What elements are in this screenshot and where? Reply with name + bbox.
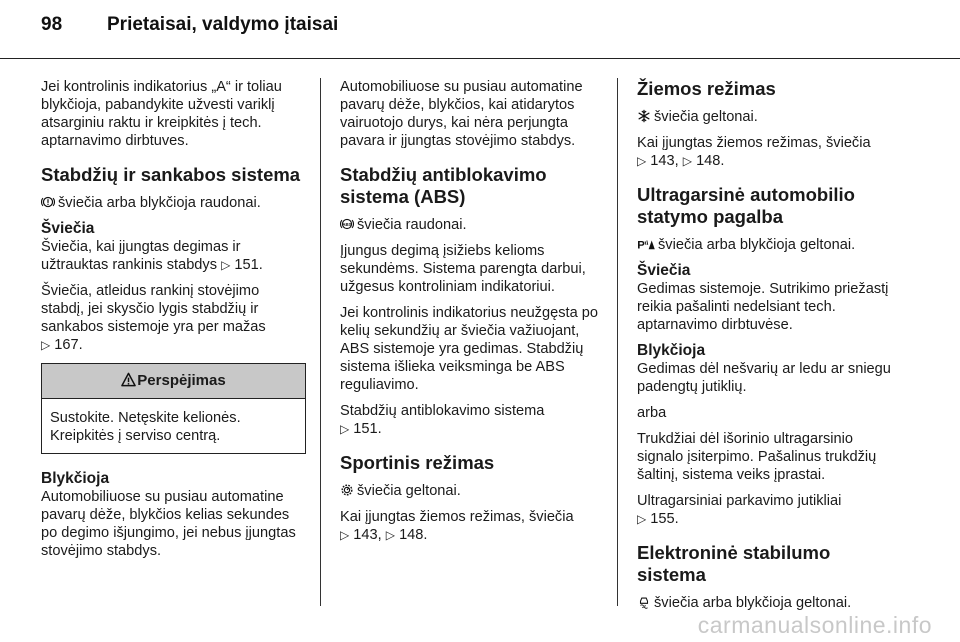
page-reference: 143, [353, 527, 382, 543]
paragraph: Kai įjungtas žiemos režimas, šviečia ▷ 143, ▷ 148. [637, 135, 871, 169]
page-header [41, 14, 338, 36]
header-rule [0, 58, 960, 59]
watermark: carmanualsonline.info [697, 612, 932, 638]
warning-title: Perspėjimas [137, 372, 226, 389]
column-3 [637, 78, 902, 620]
page-reference: 148. [696, 153, 725, 169]
sport-status-text: šviečia geltonai. [357, 483, 461, 499]
subheading-sviecia: Šviečia [637, 262, 691, 279]
cross-reference-arrow-icon: ▷ [682, 154, 692, 168]
paragraph [637, 594, 902, 612]
page-number: 98 [41, 14, 63, 35]
paragraph: Automobiliuose su pusiau automatine pavarų dėže, blykčios, kai atidarytos vairuotojo durys, kai nėra perjungta pavara ir įjungtas stovėjimo stabdys. [340, 79, 583, 149]
paragraph: Stabdžių antiblokavimo sistema ▷ 151. [340, 403, 545, 437]
column-2 [340, 78, 605, 552]
paragraph: arba [637, 405, 667, 421]
subheading-blykcioja: Blykčioja [41, 470, 110, 487]
column-divider [320, 78, 321, 606]
paragraph [41, 194, 306, 212]
parking-assist-icon [637, 237, 655, 251]
paragraph [637, 108, 902, 126]
svg-text:P: P [637, 239, 645, 251]
paragraph: Šviečia, kai įjungtas degimas ir užtrauktas rankinis stabdys ▷ 151. [41, 239, 263, 273]
paragraph: Gedimas dėl nešvarių ar ledu ar sniegu padengtų jutiklių. [637, 361, 891, 395]
warning-header [42, 364, 305, 399]
svg-text:ABS: ABS [342, 221, 352, 227]
paragraph: Jei kontrolinis indikatorius „A“ ir toliau blykčioja, pabandykite užvesti variklį atsarginiu raktu ir kreipkitės į tech. aptarnavimo dirbtuves. [41, 79, 282, 149]
cross-reference-arrow-icon: ▷ [637, 512, 647, 526]
abs-icon [340, 217, 354, 231]
paragraph: Gedimas sistemoje. Sutrikimo priežastį reikia pašalinti nedelsiant tech. aptarnavimo dirbtuvėse. [637, 281, 889, 333]
cross-reference-arrow-icon: ▷ [221, 258, 231, 272]
cross-reference-arrow-icon: ▷ [385, 528, 395, 542]
section-heading-brake: Stabdžių ir sankabos sistema [41, 164, 301, 185]
column-1 [41, 78, 306, 568]
parking-status-text: šviečia arba blykčioja geltonai. [658, 237, 856, 253]
warning-triangle-icon [121, 372, 136, 387]
page-reference: 151. [234, 257, 263, 273]
page-reference: 167. [54, 337, 83, 353]
warning-text: Sustokite. Netęskite kelionės. Kreipkitės į serviso centrą. [50, 410, 241, 444]
brake-warning-icon [41, 195, 55, 209]
cross-reference-arrow-icon: ▷ [340, 528, 350, 542]
paragraph [340, 216, 605, 234]
winter-status-text: šviečia geltonai. [654, 109, 758, 125]
paragraph: Jei kontrolinis indikatorius neužgęsta po kelių sekundžių ar šviečia važiuojant, ABS sistemoje yra gedimas. Stabdžių sistema išlieka veiksminga be ABS reguliavimo. [340, 305, 598, 393]
paragraph: Trukdžiai dėl išorinio ultragarsinio signalo įsiterpimo. Pašalinus trukdžių šaltinį, sistema veiks įprastai. [637, 431, 877, 483]
page-reference: 148. [399, 527, 428, 543]
section-heading-winter: Žiemos režimas [637, 78, 776, 99]
brake-status-text: šviečia arba blykčioja raudonai. [58, 195, 261, 211]
paragraph: Įjungus degimą įsižiebs kelioms sekundėms. Sistema parengta darbui, užgesus kontroliniam indikatoriui. [340, 243, 586, 295]
subheading-blykcioja: Blykčioja [637, 342, 706, 359]
paragraph [637, 236, 902, 254]
paragraph [340, 482, 605, 500]
subheading-sviecia: Šviečia [41, 220, 95, 237]
paragraph: Automobiliuose su pusiau automatine pavarų dėže, blykčios kelias sekundes po degimo išjungimo, jei nebus įjungtas stovėjimo stabdys. [41, 489, 296, 559]
warning-box [41, 363, 306, 454]
section-heading-parking: Ultragarsinė automobilio statymo pagalba [637, 184, 855, 227]
column-divider [617, 78, 618, 606]
paragraph: Šviečia, atleidus rankinį stovėjimo stabdį, jei skysčio lygis stabdžių ir sankabos sistemoje yra per mažas ▷ 167. [41, 283, 266, 353]
page-reference: 155. [650, 511, 679, 527]
section-heading-abs: Stabdžių antiblokavimo sistema (ABS) [340, 164, 547, 207]
esp-car-skid-icon [637, 595, 651, 609]
sport-mode-icon [340, 483, 354, 497]
snowflake-icon [637, 109, 651, 123]
section-heading-esp: Elektroninė stabilumo sistema [637, 542, 831, 585]
esp-status-text: šviečia arba blykčioja geltonai. [654, 595, 852, 611]
paragraph: Kai įjungtas žiemos režimas, šviečia ▷ 143, ▷ 148. [340, 509, 574, 543]
paragraph: Ultragarsiniai parkavimo jutikliai ▷ 155. [637, 493, 842, 527]
section-heading-sport: Sportinis režimas [340, 452, 495, 473]
page-reference: 143, [650, 153, 679, 169]
cross-reference-arrow-icon: ▷ [41, 338, 51, 352]
cross-reference-arrow-icon: ▷ [637, 154, 647, 168]
abs-status-text: šviečia raudonai. [357, 217, 467, 233]
page-reference: 151. [353, 421, 382, 437]
cross-reference-arrow-icon: ▷ [340, 422, 350, 436]
page-title: Prietaisai, valdymo įtaisai [107, 14, 339, 35]
